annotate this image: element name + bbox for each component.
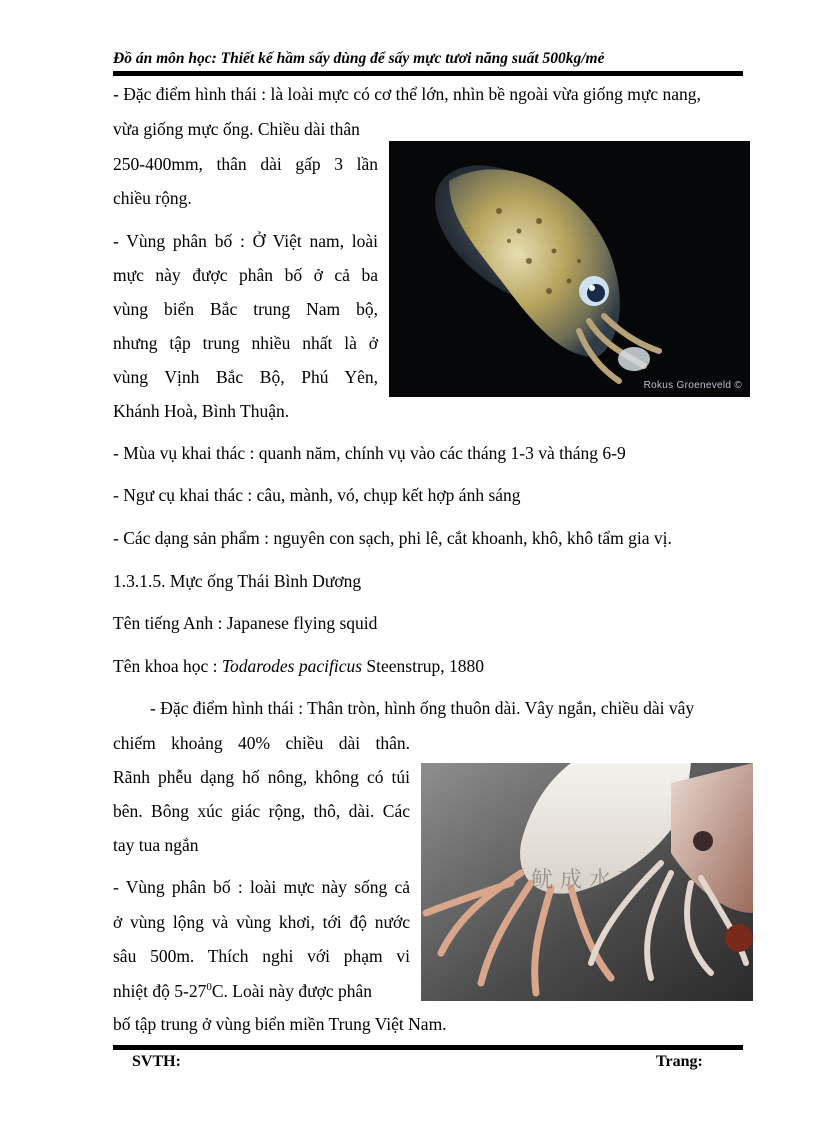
paragraph-line: bên. Bông xúc giác rộng, thô, dài. Các — [113, 801, 410, 821]
paragraph-line: - Ngư cụ khai thác : câu, mành, vó, chụp kết hợp ánh sáng — [113, 485, 521, 505]
page-header-title: Đồ án môn học: Thiết kế hầm sấy dùng để sấy mực tươi năng suất 500kg/mẻ — [113, 50, 605, 67]
paragraph-line: 250-400mm, thân dài gấp 3 lần — [113, 154, 378, 174]
temp-superscript: 0 — [206, 981, 212, 993]
paragraph-line: - Đặc điểm hình thái : là loài mực có cơ thể lớn, nhìn bề ngoài vừa giống mực nang, — [113, 84, 701, 104]
paragraph-line: - Mùa vụ khai thác : quanh năm, chính vụ vào các tháng 1-3 và tháng 6-9 — [113, 443, 626, 463]
paragraph-line: - Đặc điểm hình thái : Thân tròn, hình ống thuôn dài. Vây ngắn, chiều dài vây — [150, 698, 695, 718]
paragraph-line: chiếm khoảng 40% chiều dài thân. — [113, 733, 410, 753]
footer-student-label: SVTH: — [132, 1053, 181, 1070]
paragraph-line: Rãnh phễu dạng hố nông, không có túi — [113, 767, 410, 787]
paragraph-line — [113, 982, 410, 1000]
paragraph-line: sâu 500m. Thích nghi với phạm vi — [113, 946, 410, 966]
temp-prefix: nhiệt độ 5-27 — [113, 980, 207, 1001]
sci-prefix: Tên khoa học : — [113, 656, 222, 676]
english-name-line: Tên tiếng Anh : Japanese flying squid — [113, 613, 378, 633]
flying-squid-photo — [421, 763, 753, 1001]
paragraph-line: - Vùng phân bố : Ở Việt nam, loài — [113, 231, 378, 251]
paragraph-line: Khánh Hoà, Bình Thuận. — [113, 401, 290, 421]
photo-watermark: 鱿 成 水 产 — [531, 868, 640, 893]
photo-credit: Rokus Groeneveld © — [643, 380, 742, 391]
bigfin-squid-photo — [389, 141, 750, 397]
paragraph-line: vừa giống mực ống. Chiều dài thân — [113, 119, 360, 139]
header-rule — [113, 71, 743, 76]
scientific-name-line — [113, 658, 484, 676]
section-heading: 1.3.1.5. Mực ống Thái Bình Dương — [113, 571, 362, 591]
paragraph-line: mực này được phân bố ở cả ba — [113, 265, 378, 285]
paragraph-line: vùng biển Bắc trung Nam bộ, — [113, 299, 378, 319]
sci-name: Todarodes pacificus — [221, 656, 363, 676]
temp-suffix: C. Loài này được phân — [211, 980, 372, 1001]
paragraph-line: - Vùng phân bố : loài mực này sống cả — [113, 877, 410, 897]
footer-page-label: Trang: — [656, 1053, 703, 1070]
paragraph-line: vùng Vịnh Bắc Bộ, Phú Yên, — [113, 367, 378, 387]
paragraph-line: ở vùng lộng và vùng khơi, tới độ nước — [113, 912, 410, 932]
paragraph-line: tay tua ngắn — [113, 835, 199, 855]
paragraph-line: bố tập trung ở vùng biển miền Trung Việt Nam. — [113, 1014, 447, 1034]
paragraph-line: - Các dạng sản phẩm : nguyên con sạch, phi lê, cắt khoanh, khô, khô tẩm gia vị. — [113, 528, 672, 548]
footer-rule — [113, 1045, 743, 1050]
paragraph-line: nhưng tập trung nhiều nhất là ở — [113, 333, 378, 353]
paragraph-line: chiều rộng. — [113, 188, 192, 208]
sci-suffix: Steenstrup, 1880 — [362, 656, 485, 676]
